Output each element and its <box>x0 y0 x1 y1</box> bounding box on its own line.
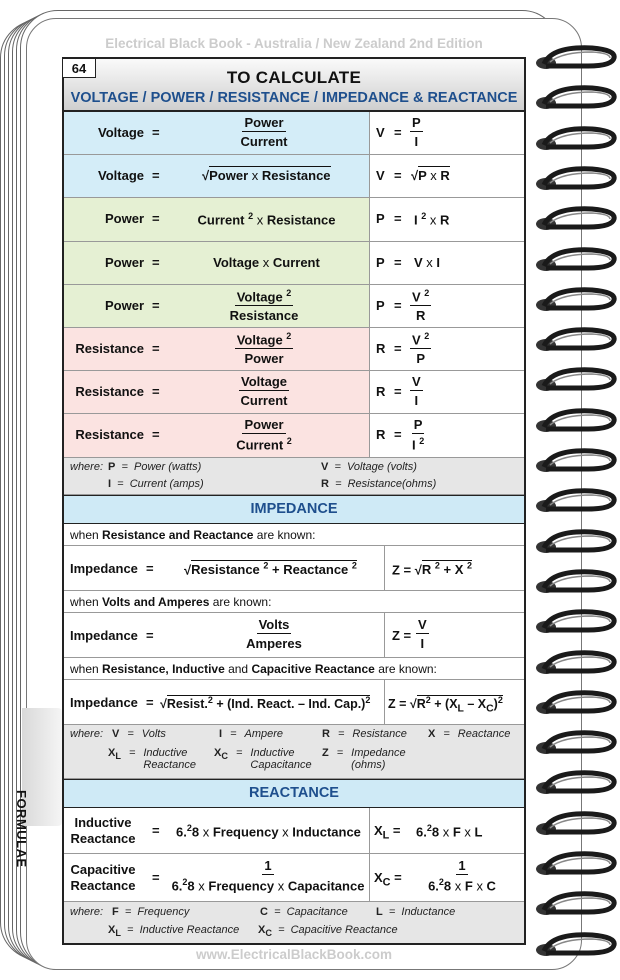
word-formula-denominator: Current <box>240 393 288 409</box>
equals-sign: = <box>152 211 160 227</box>
word-formula-denominator: Amperes <box>246 636 302 651</box>
spiral-ring <box>532 649 620 677</box>
spiral-ring <box>532 810 620 838</box>
equals-sign: = <box>394 384 402 400</box>
title-bar <box>64 59 524 112</box>
word-formula: √Resist.$^2$ + (Ind. React. – Ind. Cap.)$^2$ <box>160 695 371 712</box>
equals-sign: = <box>394 427 402 443</box>
symbol-formula-numerator: V <box>418 617 427 632</box>
spiral-ring <box>532 44 620 72</box>
impedance-row-2 <box>64 613 524 658</box>
spiral-ring <box>532 769 620 797</box>
legend-item: I = Ampere <box>219 728 284 740</box>
equals-sign: = <box>152 870 160 885</box>
symbol-formula: Z = √R $^2$ + X $^2$ <box>392 561 473 578</box>
word-formula-numerator: Power <box>244 115 284 130</box>
legend-item: $X_L$ = Inductive Reactance <box>108 924 240 939</box>
reactance-label: Inductive Reactance <box>70 815 136 846</box>
symbol-formula-numerator: P <box>412 115 421 130</box>
spiral-ring <box>532 528 620 556</box>
equals-sign: = <box>394 168 402 184</box>
word-formula-numerator: Volts <box>258 617 290 632</box>
column-divider <box>384 680 385 724</box>
word-formula: Current $^2$ x Resistance <box>197 211 336 228</box>
word-formula <box>168 858 368 893</box>
impedance-label: Impedance <box>70 561 138 576</box>
symbol-formula-denominator: I <box>420 636 425 651</box>
impedance-row-3 <box>64 680 524 725</box>
column-divider <box>369 242 370 284</box>
symbol-formula-numerator: P <box>413 417 423 433</box>
word-formula <box>234 617 314 651</box>
spiral-ring <box>532 931 620 959</box>
symbol-formula-numerator: V $^2$ <box>412 331 430 348</box>
spiral-ring <box>532 608 620 636</box>
word-formula-numerator: Voltage <box>241 374 287 390</box>
word-formula <box>204 417 324 452</box>
column-divider <box>384 546 385 590</box>
quantity-label: Resistance <box>75 427 144 443</box>
word-formula: √Power x Resistance <box>202 168 331 184</box>
symbol-label: P <box>376 254 385 270</box>
column-divider <box>369 155 370 197</box>
word-formula-denominator: Current <box>240 134 288 149</box>
symbol-formula <box>410 374 423 408</box>
when-volts-amperes: when Volts and Amperes are known: <box>70 595 272 609</box>
spiral-ring <box>532 890 620 918</box>
word-formula-denominator: Resistance <box>229 308 299 324</box>
equals-sign: = <box>152 125 160 140</box>
legend-item: R = Resistance(ohms) <box>321 477 437 490</box>
symbol-formula <box>410 288 431 323</box>
quantity-label: Voltage <box>98 125 144 140</box>
legend-item: I = Current (amps) <box>108 477 204 490</box>
impedance-legend <box>64 725 524 779</box>
legend-item: Z = Impedance (ohms) <box>322 747 406 771</box>
formula-row <box>64 328 524 371</box>
when-condition <box>64 524 524 546</box>
equals-sign: = <box>152 254 160 270</box>
page-title: TO CALCULATE <box>226 68 362 87</box>
equals-sign: = <box>152 297 160 313</box>
symbol-formula-denominator: P <box>416 351 425 367</box>
formula-row <box>64 242 524 285</box>
spiral-ring <box>532 84 620 112</box>
symbol-label: R <box>376 341 386 356</box>
word-formula <box>204 374 324 408</box>
equals-sign: = <box>146 628 154 643</box>
equals-sign: = <box>394 211 402 227</box>
when-condition <box>64 658 524 680</box>
equals-sign: = <box>152 168 160 184</box>
equals-sign: = <box>152 823 160 838</box>
symbol-formula-numerator: V <box>412 374 421 390</box>
word-formula <box>204 288 324 323</box>
legend-item: $X_C$ = Inductive Capacitance <box>214 747 312 771</box>
quantity-label: Power <box>104 211 144 227</box>
legend-item: $X_C$ = Capacitive Reactance <box>258 924 398 939</box>
spiral-ring <box>532 246 620 274</box>
word-formula: Voltage x Current <box>213 254 320 270</box>
impedance-row-1 <box>64 546 524 591</box>
word-formula-denominator: Power <box>244 351 284 367</box>
symbol-formula-numerator: 1 <box>458 858 466 873</box>
quantity-label: Power <box>104 297 144 313</box>
symbol-formula-denominator: 6.$^2$8 x F x C <box>428 877 496 894</box>
formula-row <box>64 155 524 198</box>
spiral-ring <box>532 125 620 153</box>
spiral-ring <box>532 326 620 354</box>
symbol-formula-denominator: I $^2$ <box>412 436 425 453</box>
legend-item: V = Volts <box>112 728 166 740</box>
symbol-label: $X_C$ = <box>374 870 402 889</box>
formula-row <box>64 285 524 328</box>
legend-item: L = Inductance <box>376 906 456 918</box>
column-divider <box>369 808 370 853</box>
column-divider <box>369 112 370 154</box>
page-subtitle: VOLTAGE / POWER / RESISTANCE / IMPEDANCE & REACTANCE <box>70 90 518 106</box>
symbol-label: P <box>376 211 385 227</box>
symbol-label: $X_L$ = <box>374 823 401 842</box>
capacitive-reactance-row <box>64 854 524 902</box>
equals-sign: = <box>394 341 402 356</box>
quantity-label: Resistance <box>75 384 144 400</box>
word-formula <box>204 115 324 149</box>
symbol-formula <box>410 417 426 452</box>
legend-item: C = Capacitance <box>260 906 348 918</box>
equals-sign: = <box>152 341 160 356</box>
formula-row <box>64 414 524 457</box>
symbol-formula: I $^2$ x R <box>414 211 450 228</box>
legend-item: P = Power (watts) <box>108 460 202 473</box>
symbol-formula-numerator: V $^2$ <box>412 287 430 305</box>
word-formula: √Resistance $^2$ + Reactance $^2$ <box>184 561 357 578</box>
formulae-side-tab[interactable]: FORMULAE <box>22 708 62 826</box>
reactance-heading: REACTANCE <box>64 779 524 808</box>
impedance-heading: IMPEDANCE <box>64 495 524 524</box>
website-footer[interactable]: www.ElectricalBlackBook.com <box>195 947 393 962</box>
legend-item: R = Resistance <box>322 728 407 740</box>
formula-row <box>64 112 524 155</box>
column-divider <box>369 328 370 370</box>
legend-box <box>64 458 524 495</box>
symbol-formula-denominator: I <box>414 134 419 149</box>
inductive-reactance-row <box>64 808 524 854</box>
when-resistance-inductive-capacitive: when Resistance, Inductive and Capacitive Reactance are known: <box>70 662 437 676</box>
spiral-ring <box>532 407 620 435</box>
when-resistance-reactance: when Resistance and Reactance are known: <box>70 528 316 542</box>
column-divider <box>369 371 370 413</box>
legend-item: X = Reactance <box>428 728 511 740</box>
where-label: where: <box>70 906 104 918</box>
reactance-label: Capacitive Reactance <box>70 862 136 893</box>
book-title: Electrical Black Book - Australia / New Zealand 2nd Edition <box>105 36 483 51</box>
column-divider <box>369 285 370 327</box>
symbol-formula: $Z = √R^2 + (X_L - X_C)^2$ <box>388 695 503 715</box>
where-label: where: <box>70 728 104 740</box>
spiral-ring <box>532 366 620 394</box>
equals-sign: = <box>152 384 160 400</box>
spiral-ring <box>532 487 620 515</box>
equals-sign: = <box>394 254 402 270</box>
word-formula-denominator: 6.$^2$8 x Frequency x Capacitance <box>171 877 365 894</box>
symbol-label: Z = <box>392 628 412 643</box>
quantity-label: Resistance <box>75 341 144 356</box>
spiral-ring <box>532 165 620 193</box>
symbol-label: R <box>376 384 386 400</box>
symbol-formula <box>416 617 429 651</box>
word-formula-numerator: Voltage $^2$ <box>236 287 292 305</box>
symbol-label: R <box>376 427 386 443</box>
equals-sign: = <box>394 125 402 140</box>
word-formula-numerator: 1 <box>264 858 272 873</box>
symbol-label: P <box>376 297 385 313</box>
word-formula: 6.$^2$8 x Frequency x Inductance <box>176 823 361 840</box>
formula-panel <box>62 57 526 945</box>
spiral-ring <box>532 689 620 717</box>
symbol-formula: √P x R <box>411 168 450 184</box>
legend-item: $X_L$ = Inductive Reactance <box>108 747 196 771</box>
symbol-label: V <box>376 125 385 140</box>
spiral-ring <box>532 568 620 596</box>
legend-item: F = Frequency <box>112 906 190 918</box>
symbol-formula <box>410 115 423 149</box>
symbol-formula-denominator: I <box>414 393 419 409</box>
symbol-formula-denominator: R <box>415 308 426 324</box>
word-formula <box>204 331 324 366</box>
reactance-legend <box>64 902 524 943</box>
spiral-ring <box>532 447 620 475</box>
column-divider <box>369 854 370 901</box>
formula-row <box>64 371 524 414</box>
page-number: 64 <box>62 58 96 78</box>
when-condition <box>64 591 524 613</box>
word-formula-numerator: Power <box>244 417 284 433</box>
column-divider <box>369 198 370 240</box>
equals-sign: = <box>152 427 160 443</box>
word-formula-denominator: Current $^2$ <box>236 436 292 453</box>
quantity-label: Power <box>104 254 144 270</box>
equals-sign: = <box>146 561 154 576</box>
equals-sign: = <box>394 297 402 313</box>
word-formula-numerator: Voltage $^2$ <box>236 331 292 348</box>
symbol-formula <box>412 858 512 893</box>
symbol-label: V <box>376 168 385 184</box>
spiral-ring <box>532 729 620 757</box>
impedance-label: Impedance <box>70 628 138 643</box>
spiral-ring <box>532 286 620 314</box>
legend-item: V = Voltage (volts) <box>321 460 417 473</box>
column-divider <box>384 613 385 657</box>
symbol-formula <box>410 331 431 366</box>
spiral-ring <box>532 850 620 878</box>
formula-row <box>64 198 524 241</box>
symbol-formula: 6.$^2$8 x F x L <box>416 823 483 840</box>
quantity-label: Voltage <box>98 168 144 184</box>
column-divider <box>369 414 370 456</box>
where-label: where: <box>70 460 104 473</box>
symbol-formula: V x I <box>414 254 441 270</box>
equals-sign: = <box>146 695 154 710</box>
impedance-label: Impedance <box>70 695 138 710</box>
spiral-ring <box>532 205 620 233</box>
